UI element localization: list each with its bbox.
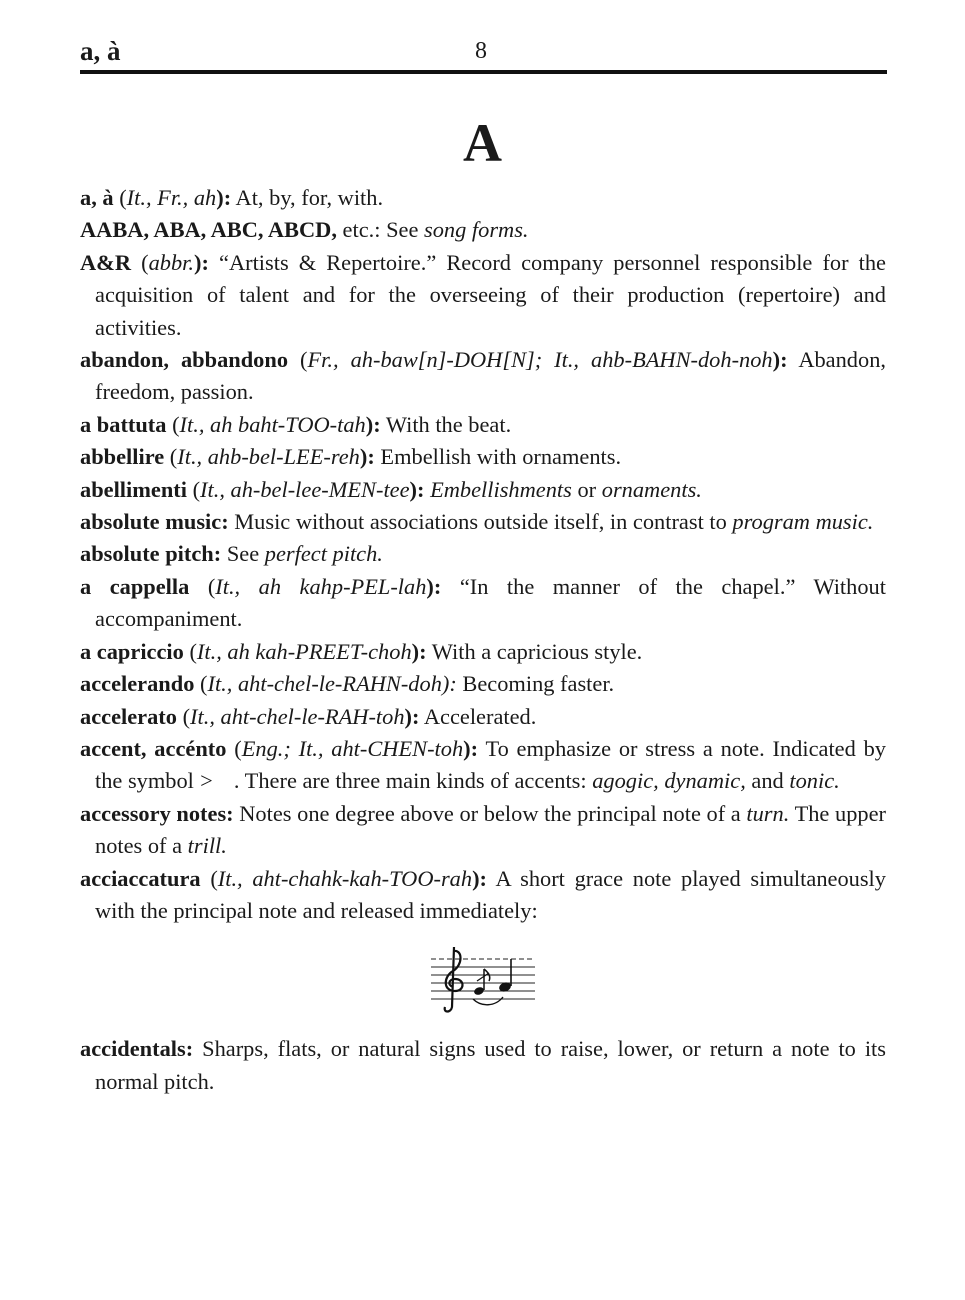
accent-symbol-icon: > (200, 768, 213, 794)
entry-term: a capriccio (80, 638, 184, 664)
entry-term: A&R (80, 249, 131, 275)
entry-definition: With a capricious style. (431, 638, 643, 664)
entry-definition: Becoming faster. (462, 671, 615, 697)
entry-pronunciation: It., aht-chahk-kah-TOO-rah (217, 865, 473, 891)
music-staff-example-icon (423, 937, 543, 1017)
entry-accelerato: accelerato (It., aht-chel-le-RAH-toh): Accelerated. (80, 703, 537, 729)
entry-pronunciation: It., ah-bel-lee-MEN-tee (200, 476, 410, 502)
entry-a: a, à (It., Fr., ah): At, by, for, with. (80, 185, 384, 210)
section-letter: A (463, 113, 502, 173)
entry-list (80, 182, 886, 1098)
entry-term: a battuta (80, 411, 167, 437)
entry-absolute-music (80, 506, 886, 538)
entry-definition: With the beat. (385, 411, 512, 437)
running-header (80, 32, 887, 72)
entry-definition: To emphasize or stress a note. Indicated by the symbol (95, 735, 886, 794)
entry-definition: Music without associations outside itself, in contrast to (234, 509, 727, 535)
entry-pronunciation: It., Fr., ah (126, 185, 217, 210)
entry-term: abandon, abbandono (80, 347, 289, 373)
entry-abandon: abandon, abbandono (Fr., ah-baw[n]-DOH[N]; It., ahb-BAHN-doh-noh): Abandon, freedom, passion. (80, 347, 886, 405)
entry-term: accelerato (80, 703, 177, 729)
entry-accessory-notes: accessory notes: Notes one degree above or below the principal note of a turn. The upper notes of a trill. (80, 800, 886, 859)
entry-pronunciation: It., aht-chel-le-RAHN-doh (207, 671, 442, 697)
entry-a-battuta: a battuta (It., ah baht-TOO-tah): With the beat. (80, 411, 512, 437)
entry-pronunciation: It., ahb-bel-LEE-reh (177, 444, 360, 470)
entry-pronunciation: It., ah kahp-PEL-lah (215, 573, 427, 599)
entry-definition: Accelerated. (423, 703, 537, 729)
entry-pronunciation: It., aht-chel-le-RAH-toh (190, 703, 405, 729)
entry-accelerando: accelerando (It., aht-chel-le-RAHN-doh): Becoming faster. (80, 671, 615, 697)
entry-definition: Embellish with ornaments. (380, 444, 622, 470)
entry-a-and-r: A&R (abbr.): “Artists & Repertoire.” Record company personnel responsible for the acquisition of talent and for the overseeing of their production (repertoire) and activities. (80, 249, 886, 340)
entry-pronunciation: Eng.; It., aht-CHEN-toh (241, 735, 464, 761)
entry-abellimenti: abellimenti (It., ah-bel-lee-MEN-tee): Embellishments or ornaments. (80, 476, 702, 502)
entry-aaba: AABA, ABA, ABC, ABCD, etc.: See song forms. (80, 217, 529, 243)
entry-accidentals (80, 1033, 886, 1098)
entry-term: accent, accénto (80, 735, 227, 761)
entry-pronunciation: Fr., ah-baw[n]-DOH[N]; It., ahb-BAHN-doh-noh (307, 347, 773, 373)
entry-term: AABA, ABA, ABC, ABCD, (80, 217, 337, 243)
entry-term: absolute music: (80, 509, 229, 535)
entry-definition: At, by, for, with. (235, 185, 384, 210)
entry-abbellire: abbellire (It., ahb-bel-LEE-reh): Embellish with ornaments. (80, 444, 622, 470)
cross-reference: program music. (732, 509, 874, 535)
entry-term: accessory notes: (80, 800, 234, 826)
cross-reference: turn. (746, 800, 790, 826)
entry-term: accidentals: (80, 1036, 194, 1062)
entry-definition: “In the manner of the chapel.” Without accompaniment. (95, 573, 886, 632)
entry-a-capriccio: a capriccio (It., ah kah-PREET-choh): With a capricious style. (80, 638, 643, 664)
cross-reference: agogic, dynamic, (592, 768, 746, 794)
cross-reference: perfect pitch. (264, 541, 383, 567)
entry-a-cappella: a cappella (It., ah kahp-PEL-lah): “In the manner of the chapel.” Without accompaniment. (80, 573, 886, 632)
entry-acciaccatura: acciaccatura (It., aht-chahk-kah-TOO-rah): A short grace note played simultaneously with the principal note and released immediately: (80, 865, 886, 923)
entry-absolute-pitch: absolute pitch: See perfect pitch. (80, 541, 383, 567)
page-number: 8 (475, 38, 487, 64)
entry-definition: Sharps, flats, or natural signs used to raise, lower, or return a note to its normal pitch. (95, 1036, 886, 1094)
entry-accent: accent, accénto (Eng.; It., aht-CHEN-toh): To emphasize or stress a note. Indicated by the symbol > . There are three main kinds of accents: agogic, dynamic, and tonic. (80, 733, 886, 798)
entry-term: acciaccatura (80, 865, 201, 891)
entry-term: abellimenti (80, 476, 187, 502)
cross-reference: trill. (187, 833, 227, 859)
entry-term: accelerando (80, 671, 195, 697)
cross-reference: ornaments. (601, 476, 702, 502)
guide-word: a, à (80, 36, 121, 66)
entry-term: a, à (80, 185, 114, 210)
entry-definition: A short grace note played simultaneously with the principal note and released immediately: (95, 865, 886, 923)
entry-pronunciation: It., ah kah-PREET-choh (196, 638, 412, 664)
entry-definition: Notes one degree above or below the principal note of a (239, 800, 741, 826)
entry-term: a cappella (80, 573, 190, 599)
cross-reference: song forms. (424, 217, 529, 243)
entry-definition: Abandon, freedom, passion. (95, 347, 886, 405)
entry-pronunciation: It., ah baht-TOO-tah (179, 411, 366, 437)
entry-term: absolute pitch: (80, 541, 222, 567)
cross-reference: tonic. (789, 768, 840, 794)
cross-reference: Embellishments (430, 476, 572, 502)
entry-term: abbellire (80, 444, 165, 470)
header-rule (80, 70, 887, 74)
entry-pronunciation: abbr. (148, 249, 194, 275)
entry-definition: “Artists & Repertoire.” Record company personnel responsible for the acquisition of talent and for the overseeing of their production (repertoire) and activities. (95, 249, 886, 340)
